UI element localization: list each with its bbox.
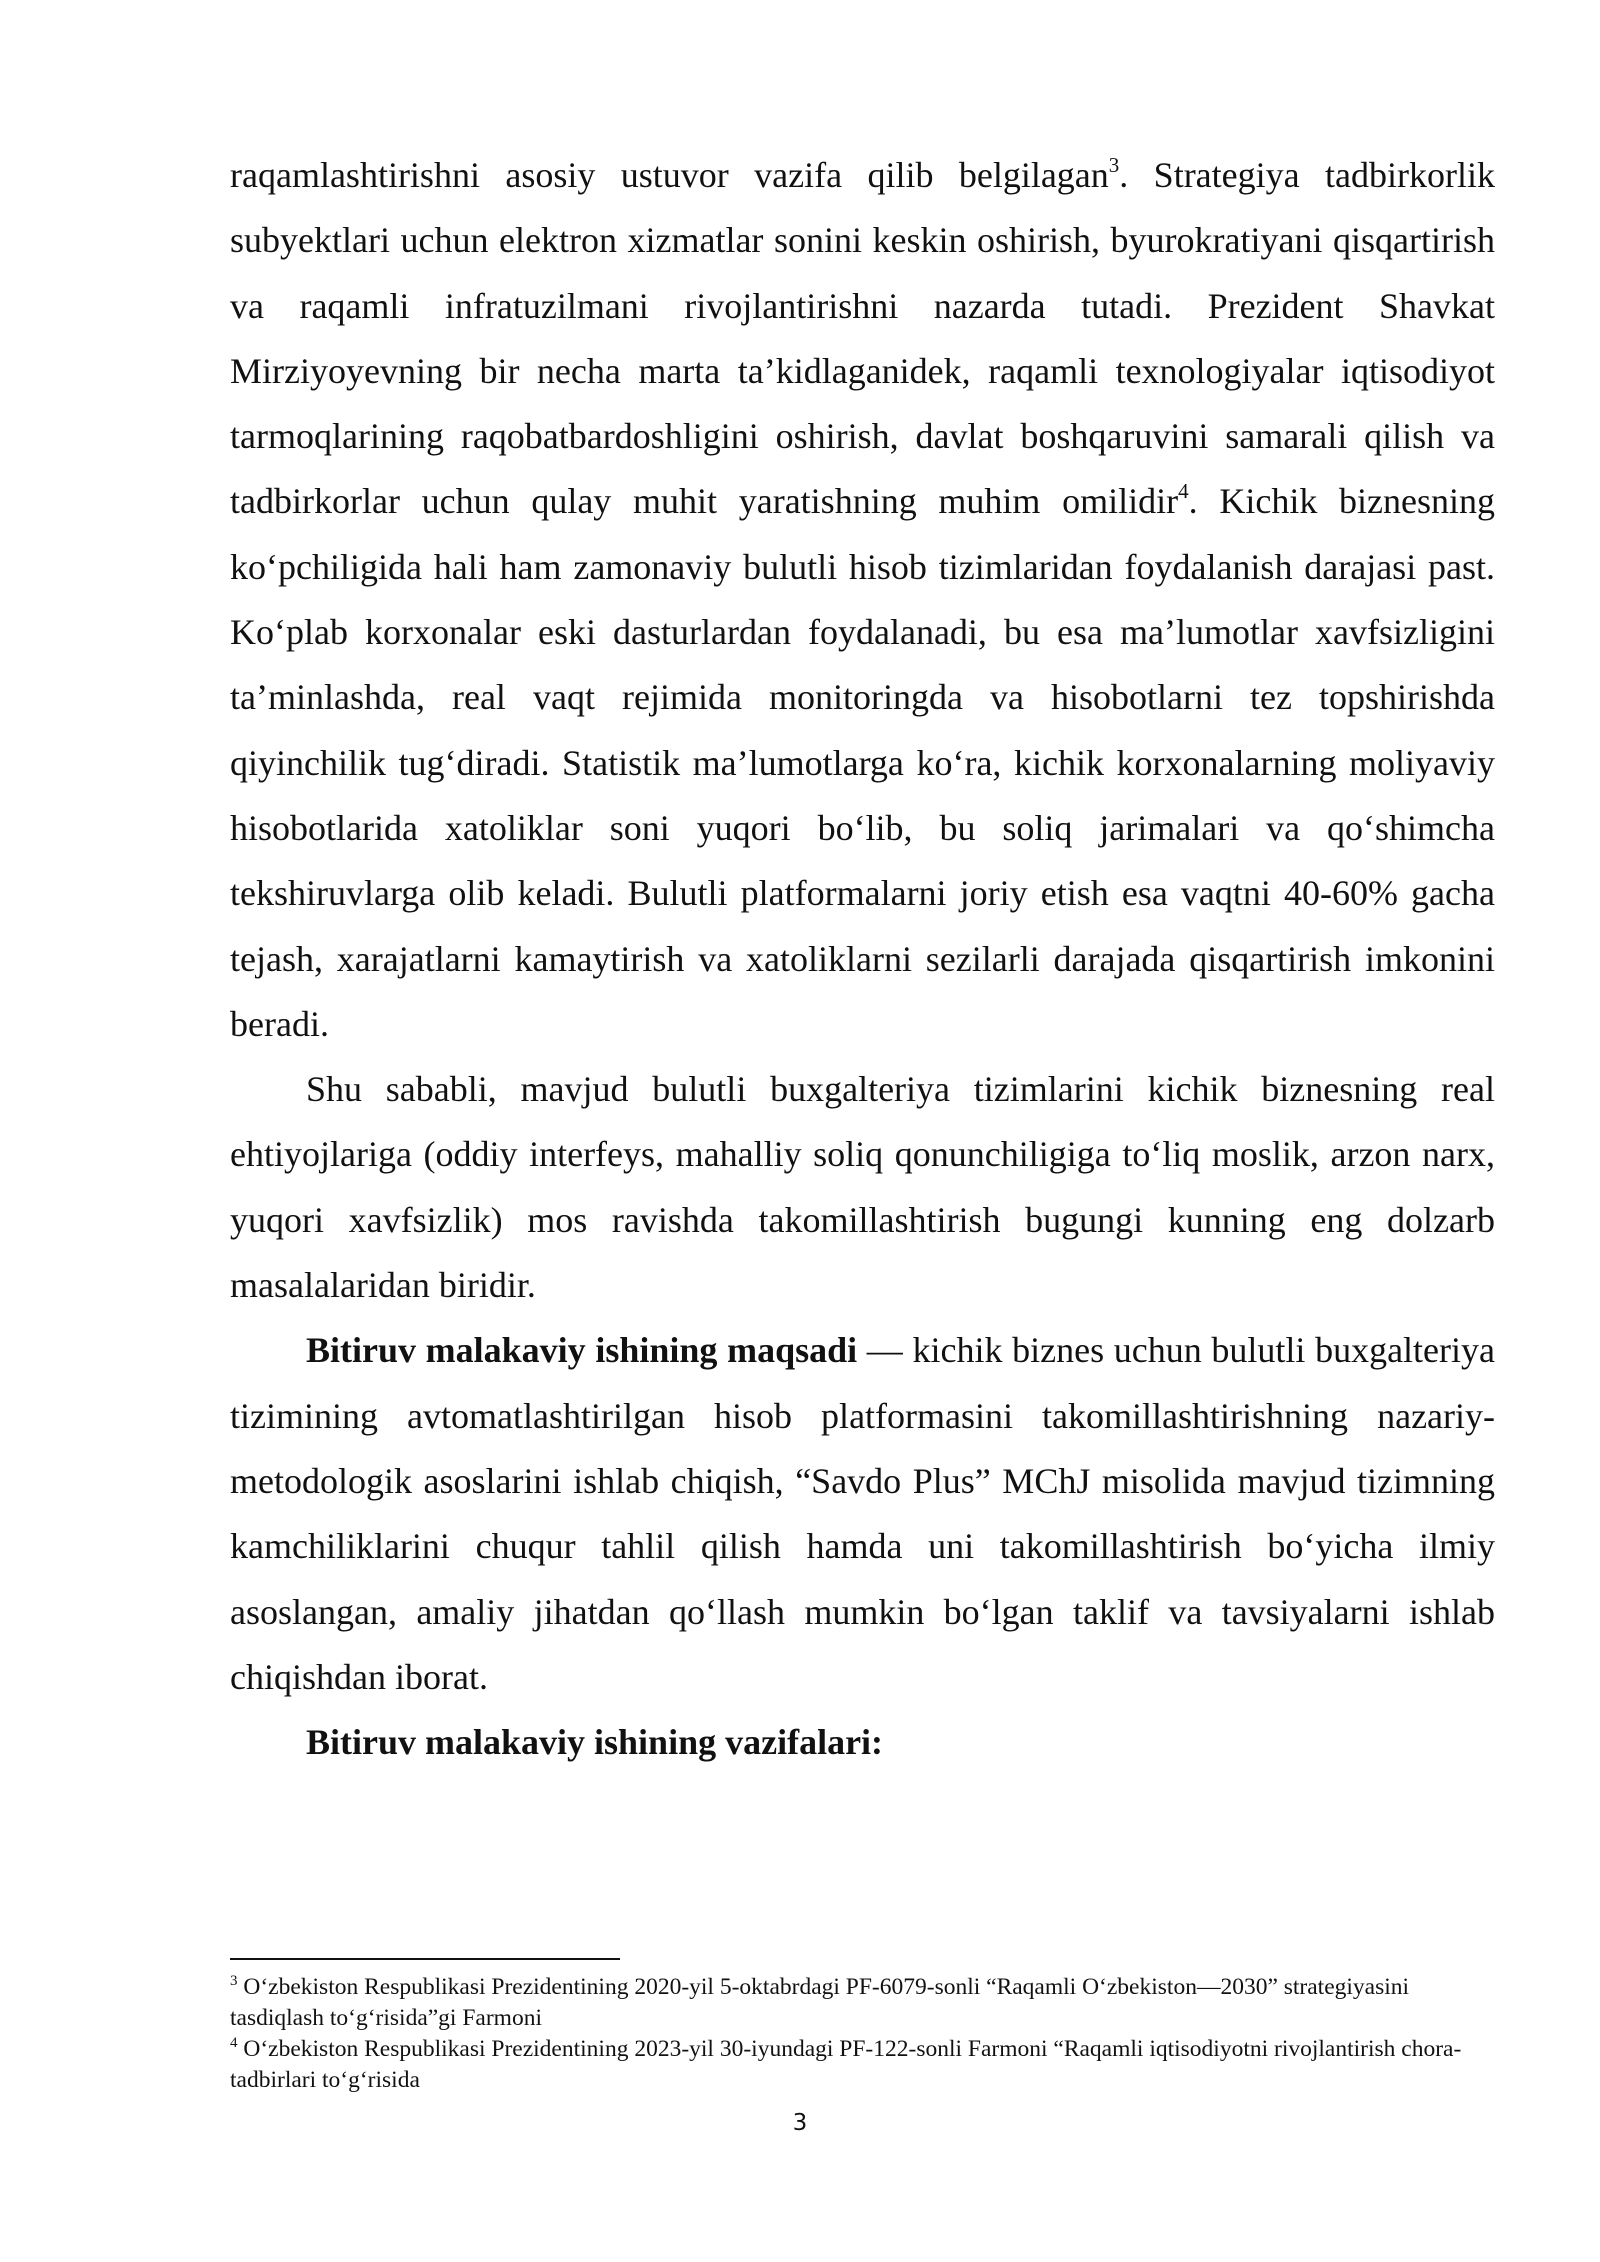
footnote-reference[interactable]: 4 (1178, 479, 1189, 504)
footnotes (230, 1972, 1495, 2096)
footnote-marker: 4 (230, 2035, 238, 2051)
footnote-marker: 3 (230, 1973, 238, 1989)
paragraph (230, 1710, 1495, 1775)
paragraph (230, 1318, 1495, 1710)
bold-heading-run: Bitiruv malakaviy ishining vazifalari: (306, 1722, 884, 1763)
footnote-reference[interactable]: 3 (1108, 153, 1120, 177)
paragraph (230, 1057, 1495, 1318)
text-run: raqamlashtirishni asosiy ustuvor vazifa qilib belgilagan (230, 155, 1109, 195)
footnote-text: O‘zbekiston Respublikasi Prezidentining 2020-yil 5-oktabrdagi PF-6079-sonli “Raqamli O‘zbekiston—2030” strategiyasini tasdiqlash to‘g‘risida”gi Farmoni (230, 1974, 1410, 2031)
bold-heading-run: Bitiruv malakaviy ishining maqsadi (306, 1330, 858, 1371)
body-text (230, 143, 1495, 1775)
page-number: 3 (792, 2110, 808, 2136)
text-run: . Strategiya tadbirkorlik subyektlari uchun elektron xizmatlar sonini keskin oshirish, byurokratiyani qisqartirish va raqamli infratuzilmani rivojlantirishni nazarda tutadi. Prezident Shavkat Mirziyoyevning bir necha marta ta’kidlaganidek, raqamli texnologiyalar iqtisodiyot tarmoqlarining raqobatbardoshligini oshirish, davlat boshqaruvini samarali qilish va tadbirkorlar uchun qulay muhit yaratishning muhim omilidir (230, 155, 1495, 522)
text-run: . Kichik biznesning ko‘pchiligida hali ham zamonaviy bulutli hisob tizimlaridan foydalanish darajasi past. Ko‘plab korxonalar eski dasturlardan foydalanadi, bu esa ma’lumotlar xavfsizligini ta’minlashda, real vaqt rejimida monitoringda va hisobotlarni tez topshirishda qiyinchilik tug‘diradi. Statistik ma’lumotlarga ko‘ra, kichik korxonalarning moliyaviy hisobotlarida xatoliklar soni yuqori bo‘lib, bu soliq jarimalari va qo‘shimcha tekshiruvlarga olib keladi. Bulutli platformalarni joriy etish esa vaqtni 40-60% gacha tejash, xarajatlarni kamaytirish va xatoliklarni sezilarli darajada qisqartirish imkonini beradi. (230, 481, 1495, 1044)
footnote-text: O‘zbekiston Respublikasi Prezidentining 2023-yil 30-iyundagi PF-122-sonli Farmoni “Raqamli iqtisodiyotni rivojlantirish chora-tadbirlari to‘g‘risida (230, 2036, 1462, 2093)
text-run: Shu sababli, mavjud bulutli buxgalteriya tizimlarini kichik biznesning real ehtiyojlariga (oddiy interfeys, mahalliy soliq qonunchiligiga to‘liq moslik, arzon narx, yuqori xavfsizlik) mos ravishda takomillashtirish bugungi kunning eng dolzarb masalalaridan biridir. (230, 1069, 1495, 1306)
footnote-separator (230, 1958, 620, 1960)
footnote (230, 1972, 1495, 2034)
footnote (230, 2034, 1495, 2096)
text-run: — kichik biznes uchun bulutli buxgalteriya tizimining avtomatlashtirilgan hisob platformasini takomillashtirishning nazariy-metodologik asoslarini ishlab chiqish, “Savdo Plus” MChJ misolida mavjud tizimning kamchiliklarini chuqur tahlil qilish hamda uni takomillashtirish bo‘yicha ilmiy asoslangan, amaliy jihatdan qo‘llash mumkin bo‘lgan taklif va tavsiyalarni ishlab chiqishdan iborat. (230, 1330, 1495, 1697)
paragraph (230, 143, 1495, 1057)
